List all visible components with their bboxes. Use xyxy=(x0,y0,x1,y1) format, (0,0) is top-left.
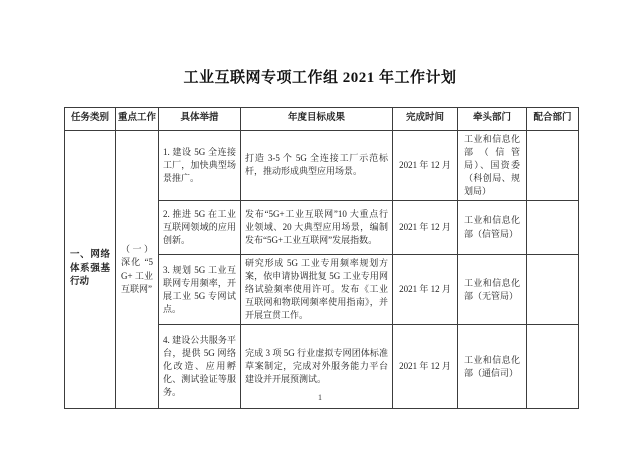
cell-key-work: （一）深化 “5G+ 工业互联网” xyxy=(116,130,159,408)
work-plan-table xyxy=(64,107,579,409)
document-title: 工业互联网专项工作组 2021 年工作计划 xyxy=(183,70,457,86)
cell-lead-dept: 工业和信息化部（信管局）、国资委（科创局、规划局） xyxy=(458,130,527,200)
header-measures: 具体举措 xyxy=(159,108,241,131)
cell-deadline: 2021 年 12 月 xyxy=(393,325,458,409)
header-support-dept: 配合部门 xyxy=(527,108,579,131)
cell-target: 打造 3-5 个 5G 全连接工厂示范标杆，推动形成典型应用场景。 xyxy=(241,130,393,200)
cell-measure: 2. 推进 5G 在工业互联网领域的应用创新。 xyxy=(159,201,241,255)
table-header-row xyxy=(65,108,579,131)
header-task-category: 任务类别 xyxy=(65,108,116,131)
cell-deadline: 2021 年 12 月 xyxy=(393,130,458,200)
cell-lead-dept: 工业和信息化部（无管局） xyxy=(458,255,527,325)
cell-lead-dept: 工业和信息化部（通信司） xyxy=(458,325,527,409)
cell-measure: 1. 建设 5G 全连接工厂，加快典型场景推广。 xyxy=(159,130,241,200)
cell-deadline: 2021 年 12 月 xyxy=(393,201,458,255)
header-key-work: 重点工作 xyxy=(116,108,159,131)
header-annual-target: 年度目标成果 xyxy=(241,108,393,131)
page-number: 1 xyxy=(318,393,322,402)
cell-target: 发布“5G+工业互联网”10 大重点行业领域、20 大典型应用场景，编制发布“5G+工业互联网”发展指数。 xyxy=(241,201,393,255)
header-lead-dept: 牵头部门 xyxy=(458,108,527,131)
cell-deadline: 2021 年 12 月 xyxy=(393,255,458,325)
cell-lead-dept: 工业和信息化部（信管局） xyxy=(458,201,527,255)
cell-support-dept xyxy=(527,255,579,325)
header-deadline: 完成时间 xyxy=(393,108,458,131)
cell-support-dept xyxy=(527,130,579,200)
table-row xyxy=(65,130,579,200)
cell-measure: 4. 建设公共服务平台，提供 5G 网络化改造、应用孵化、测试验证等服务。 xyxy=(159,325,241,409)
cell-task-category: 一、网络体系强基行动 xyxy=(65,130,116,408)
cell-target: 完成 3 项 5G 行业虚拟专网团体标准草案制定，完成对外服务能力平台建设并开展预测试。 xyxy=(241,325,393,409)
cell-measure: 3. 规划 5G 工业互联网专用频率，开展工业 5G 专网试点。 xyxy=(159,255,241,325)
cell-target: 研究形成 5G 工业专用频率规划方案，依申请协调批复 5G 工业专用网络试验频率使用许可。发布《工业互联网和物联网频率使用指南》，并开展宣贯工作。 xyxy=(241,255,393,325)
cell-support-dept xyxy=(527,201,579,255)
